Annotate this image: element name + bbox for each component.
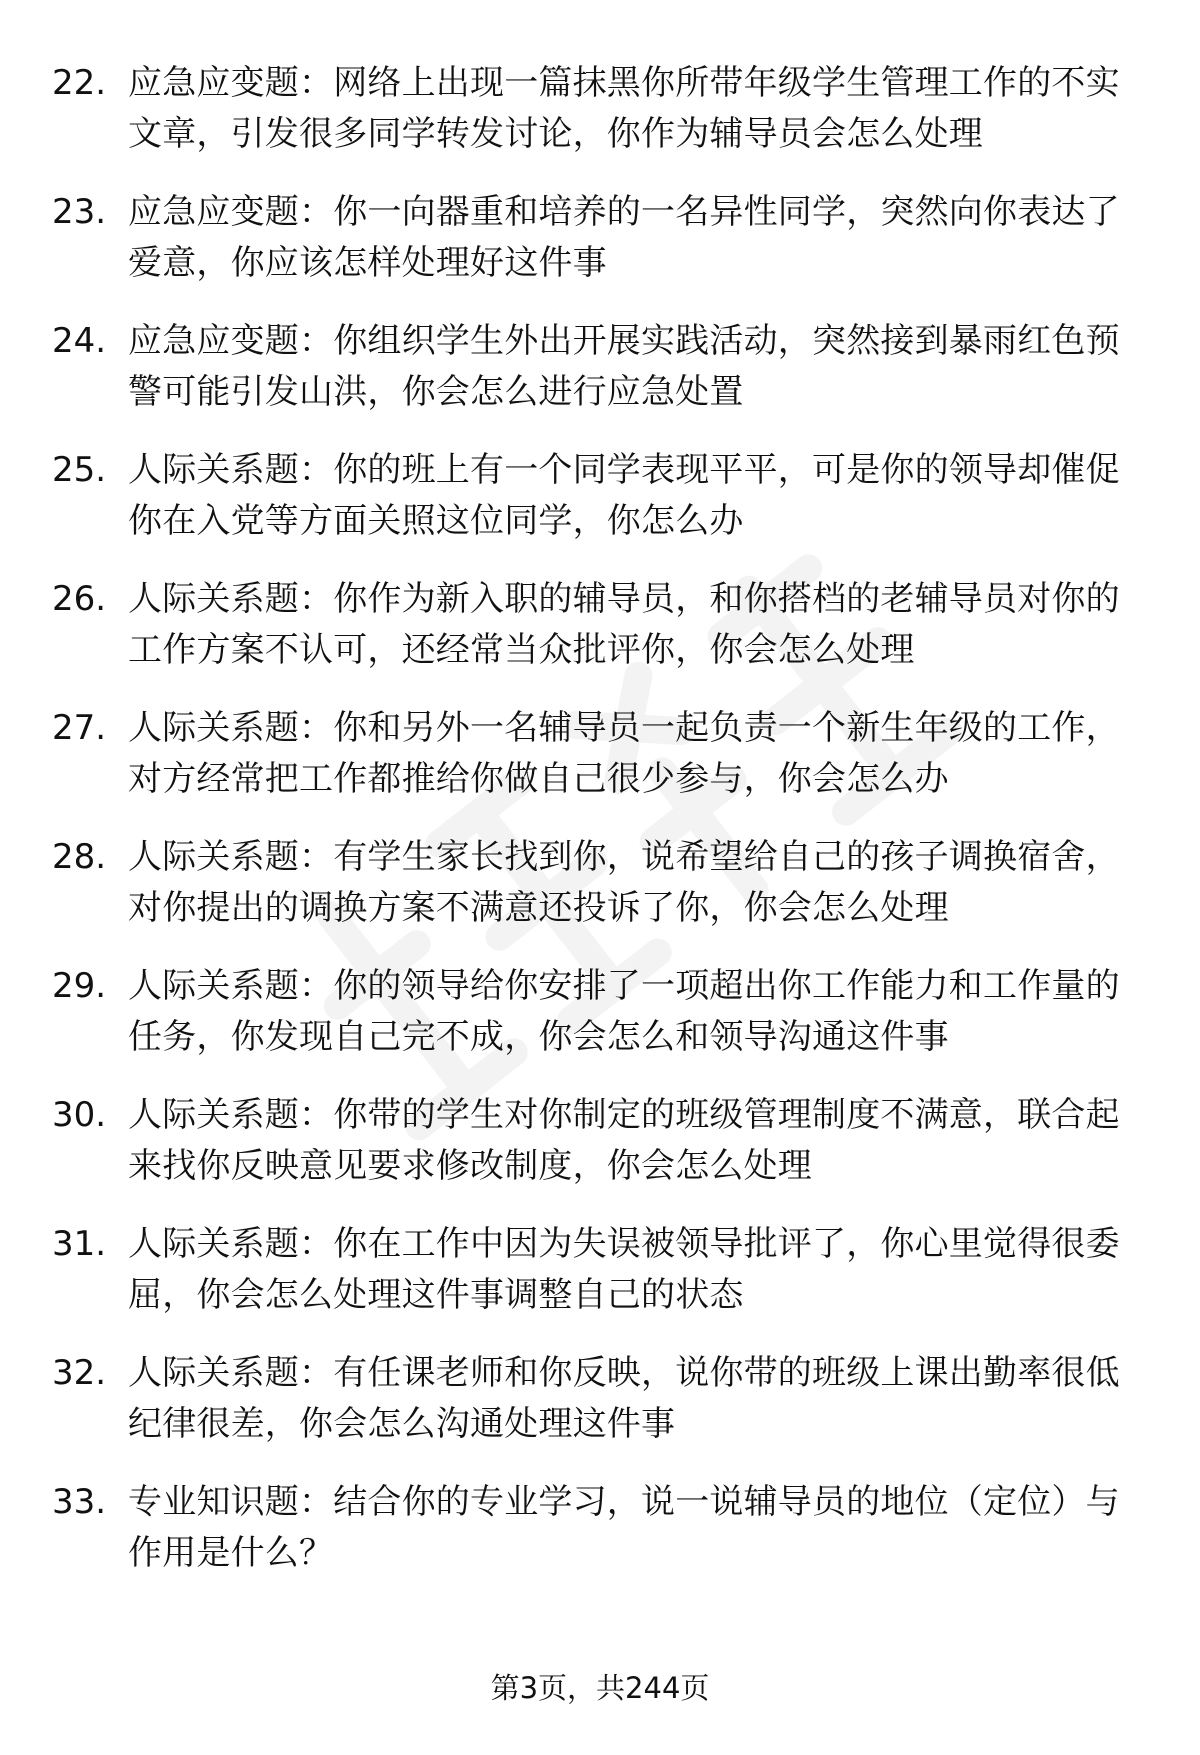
question-number: 31. bbox=[52, 1224, 107, 1264]
question-text: 人际关系题：你作为新入职的辅导员，和你搭档的老辅导员对你的工作方案不认可，还经常当众批评你，你会怎么处理 bbox=[128, 579, 1120, 670]
question-number: 29. bbox=[52, 966, 107, 1006]
question-item-23 bbox=[52, 187, 1152, 295]
question-item-25 bbox=[52, 445, 1152, 553]
question-number: 30. bbox=[52, 1095, 107, 1135]
question-text: 人际关系题：有学生家长找到你，说希望给自己的孩子调换宿舍，对你提出的调换方案不满意还投诉了你，你会怎么处理 bbox=[128, 837, 1120, 928]
question-number: 24. bbox=[52, 321, 107, 361]
question-text: 人际关系题：你和另外一名辅导员一起负责一个新生年级的工作，对方经常把工作都推给你做自己很少参与，你会怎么办 bbox=[128, 708, 1120, 799]
page-footer bbox=[0, 1668, 1200, 1708]
question-text: 专业知识题：结合你的专业学习，说一说辅导员的地位（定位）与作用是什么？ bbox=[128, 1482, 1120, 1573]
question-text: 人际关系题：有任课老师和你反映，说你带的班级上课出勤率很低纪律很差，你会怎么沟通处理这件事 bbox=[128, 1353, 1120, 1444]
question-text: 应急应变题：网络上出现一篇抹黑你所带年级学生管理工作的不实文章，引发很多同学转发讨论，你作为辅导员会怎么处理 bbox=[128, 63, 1120, 154]
question-item-28 bbox=[52, 832, 1152, 940]
question-item-32 bbox=[52, 1348, 1152, 1456]
question-item-30 bbox=[52, 1090, 1152, 1198]
question-number: 32. bbox=[52, 1353, 107, 1393]
question-text: 人际关系题：你带的学生对你制定的班级管理制度不满意，联合起来找你反映意见要求修改制度，你会怎么处理 bbox=[128, 1095, 1120, 1186]
question-item-26 bbox=[52, 574, 1152, 682]
question-number: 27. bbox=[52, 708, 107, 748]
question-number: 23. bbox=[52, 192, 107, 232]
question-number: 28. bbox=[52, 837, 107, 877]
question-item-22 bbox=[52, 58, 1152, 166]
question-text: 应急应变题：你一向器重和培养的一名异性同学，突然向你表达了爱意，你应该怎样处理好这件事 bbox=[128, 192, 1120, 283]
question-list bbox=[52, 58, 1152, 1606]
question-text: 人际关系题：你的领导给你安排了一项超出你工作能力和工作量的任务，你发现自己完不成，你会怎么和领导沟通这件事 bbox=[128, 966, 1120, 1057]
page-number-label: 第3页，共244页 bbox=[490, 1671, 710, 1705]
question-number: 33. bbox=[52, 1482, 107, 1522]
question-item-29 bbox=[52, 961, 1152, 1069]
question-number: 22. bbox=[52, 63, 107, 103]
question-item-27 bbox=[52, 703, 1152, 811]
question-text: 应急应变题：你组织学生外出开展实践活动，突然接到暴雨红色预警可能引发山洪，你会怎么进行应急处置 bbox=[128, 321, 1120, 412]
question-item-33 bbox=[52, 1477, 1152, 1585]
question-text: 人际关系题：你在工作中因为失误被领导批评了，你心里觉得很委屈，你会怎么处理这件事调整自己的状态 bbox=[128, 1224, 1120, 1315]
question-number: 25. bbox=[52, 450, 107, 490]
question-text: 人际关系题：你的班上有一个同学表现平平，可是你的领导却催促你在入党等方面关照这位同学，你怎么办 bbox=[128, 450, 1120, 541]
question-number: 26. bbox=[52, 579, 107, 619]
question-item-24 bbox=[52, 316, 1152, 424]
question-item-31 bbox=[52, 1219, 1152, 1327]
